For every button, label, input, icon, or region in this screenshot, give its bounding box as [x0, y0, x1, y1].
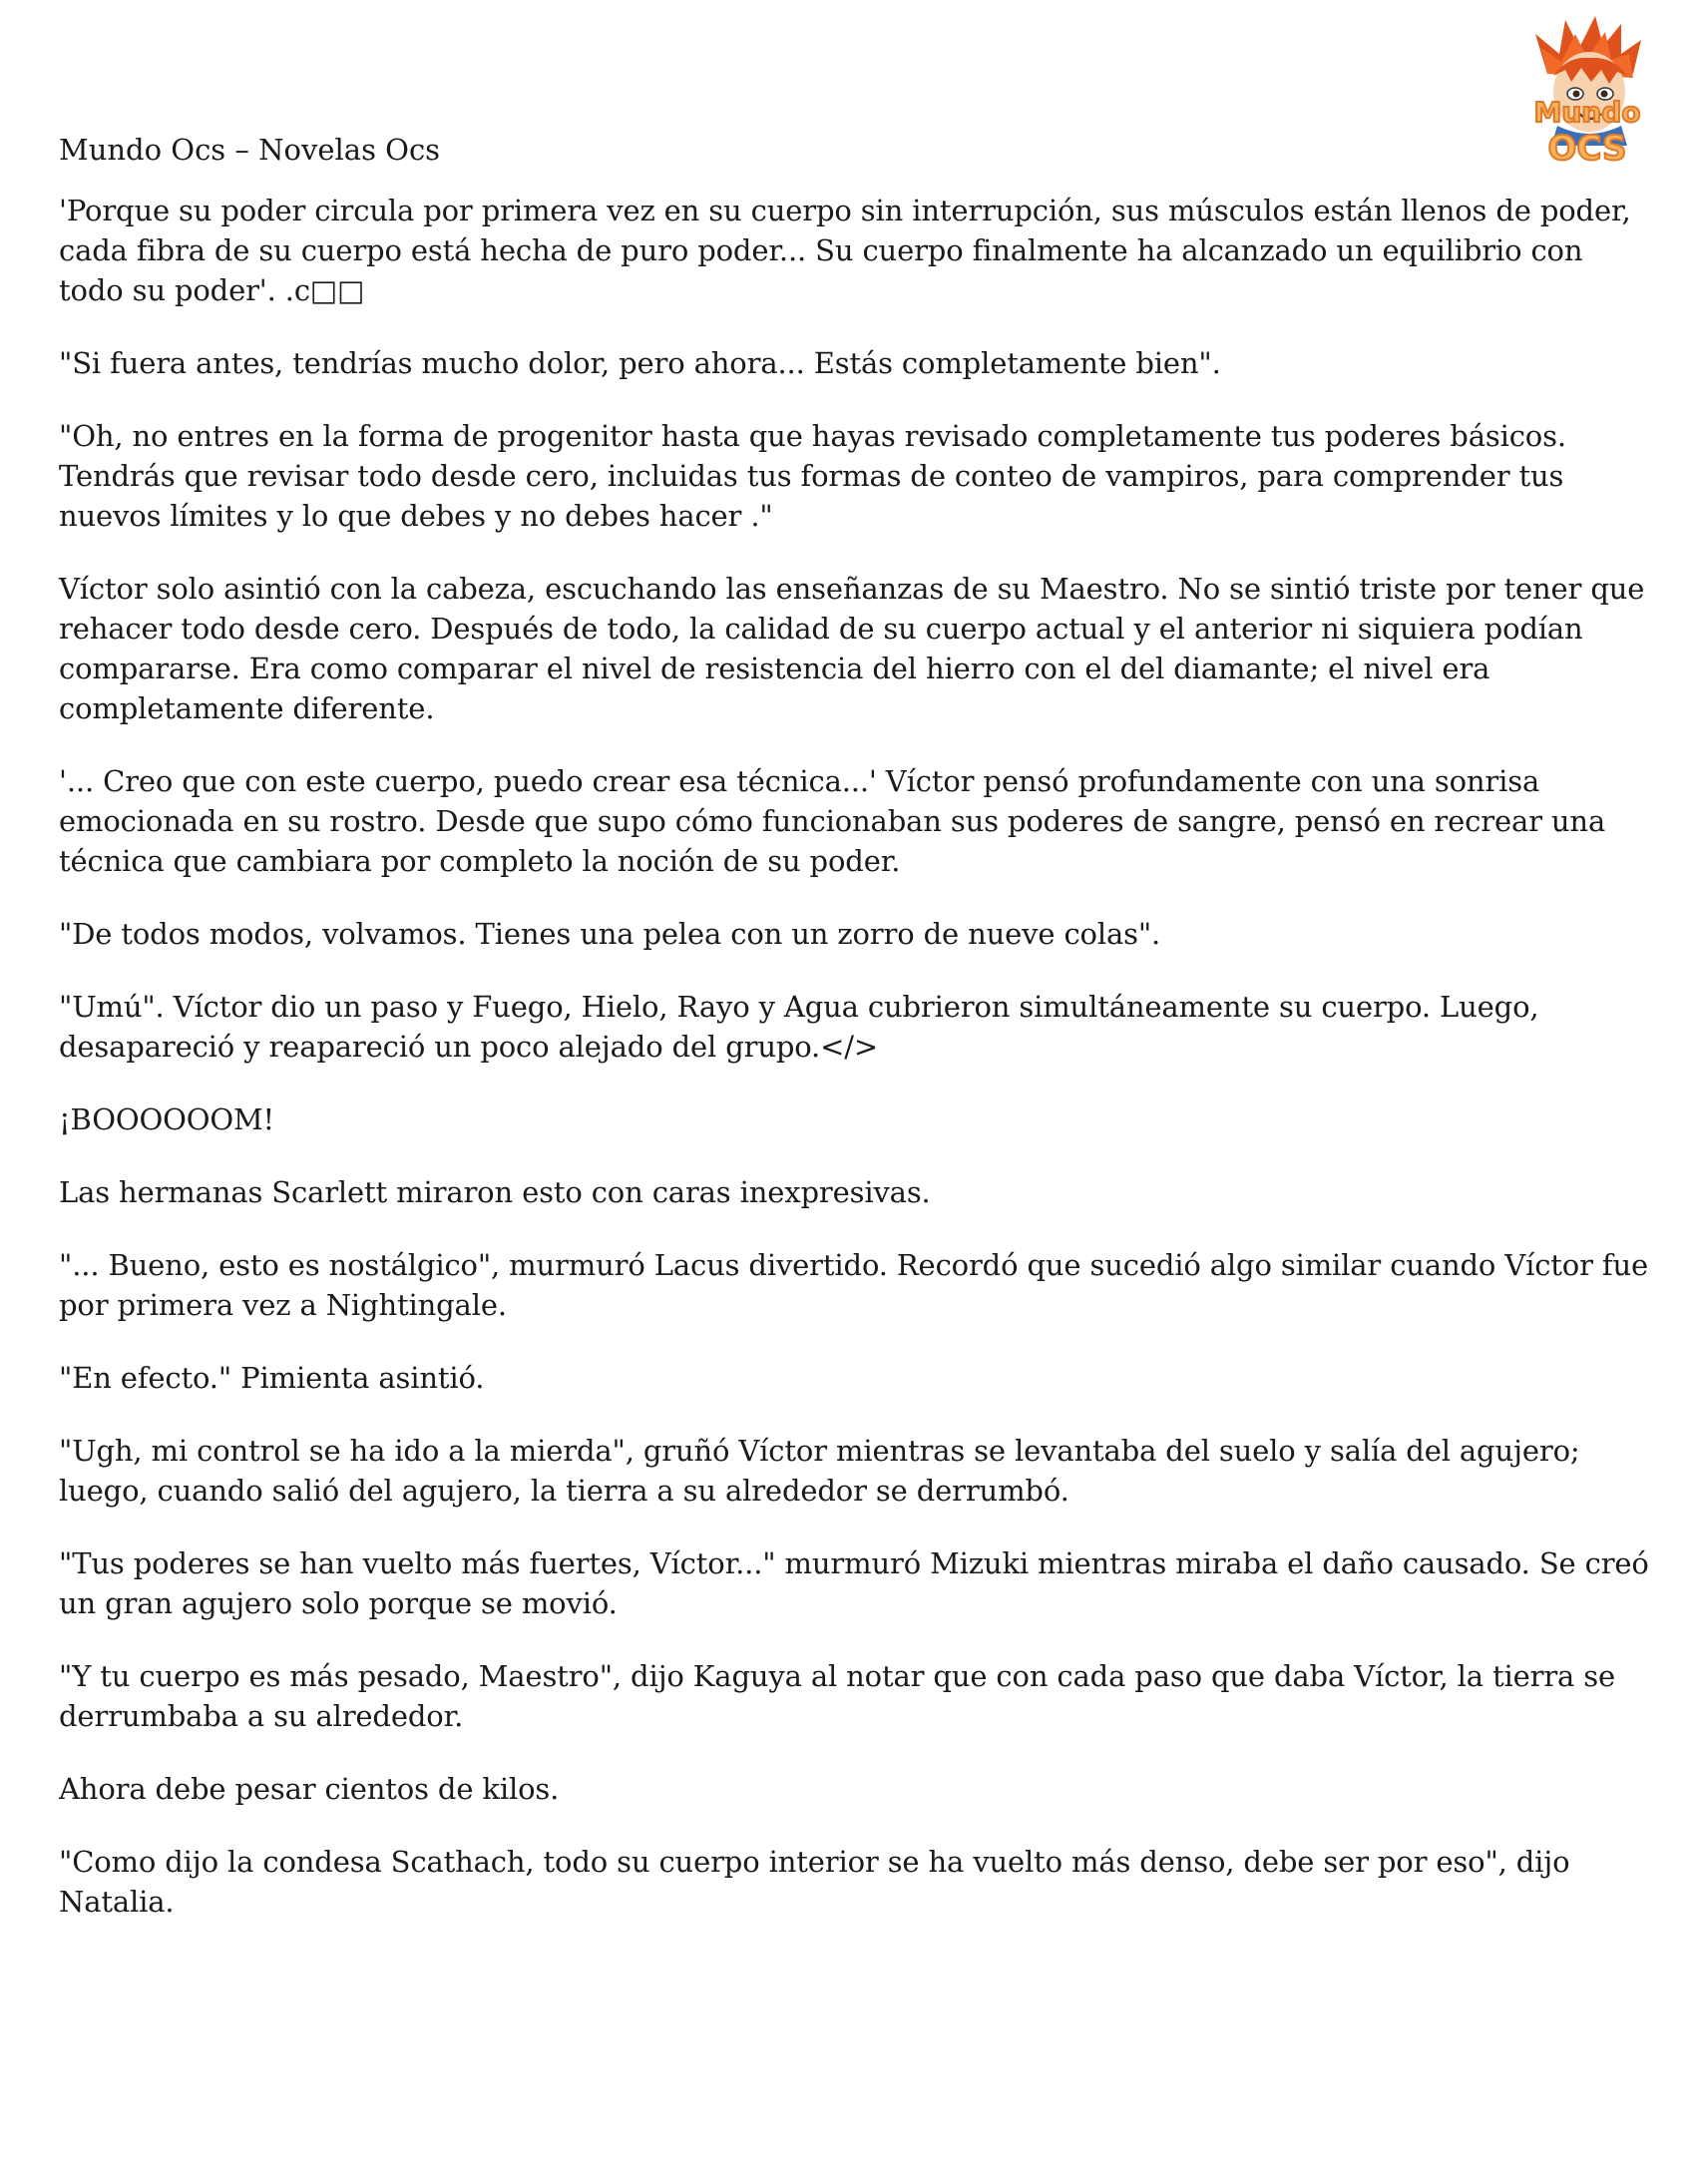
paragraph: "Como dijo la condesa Scathach, todo su cuerpo interior se ha vuelto más denso, debe ser por eso", dijo Natalia.	[59, 1845, 1570, 1919]
paragraph: ¡BOOOOOOM!	[59, 1102, 275, 1136]
paragraph: "... Bueno, esto es nostálgico", murmuró Lacus divertido. Recordó que sucedió algo similar cuando Víctor fue por primera vez a Nightingale.	[59, 1248, 1649, 1322]
paragraph: "Oh, no entres en la forma de progenitor hasta que hayas revisado completamente tus poderes básicos. Tendrás que revisar todo desde cero, incluidas tus formas de conteo de vampiros, para comprender tus nuevos límites y lo que debes y no debes hacer ."	[59, 419, 1566, 533]
site-header-title: Mundo Ocs – Novelas Ocs	[59, 133, 441, 167]
paragraph: 'Porque su poder circula por primera vez en su cuerpo sin interrupción, sus músculos están llenos de poder, cada fibra de su cuerpo está hecha de puro poder... Su cuerpo finalmente ha alcanzado un equilibrio con todo su poder'. .c□□	[59, 194, 1631, 307]
document-body	[59, 130, 1655, 1955]
svg-text:Mundo: Mundo	[1533, 96, 1641, 129]
paragraph: Víctor solo asintió con la cabeza, escuchando las enseñanzas de su Maestro. No se sintió triste por tener que rehacer todo desde cero. Después de todo, la calidad de su cuerpo actual y el anterior ni siquiera podían compararse. Era como comparar el nivel de resistencia del hierro con el del diamante; el nivel era completamente diferente.	[59, 572, 1645, 725]
paragraph: "Umú". Víctor dio un paso y Fuego, Hielo, Rayo y Agua cubrieron simultáneamente su cuerpo. Luego, desapareció y reapareció un poco alejado del grupo.</>	[59, 990, 1539, 1064]
svg-text:OCS: OCS	[1547, 129, 1627, 169]
paragraph: "Tus poderes se han vuelto más fuertes, Víctor..." murmuró Mizuki mientras miraba el daño causado. Se creó un gran agujero solo porque se movió.	[59, 1546, 1649, 1620]
paragraph: Ahora debe pesar cientos de kilos.	[59, 1772, 560, 1806]
paragraph: "Ugh, mi control se ha ido a la mierda", gruñó Víctor mientras se levantaba del suelo y salía del agujero; luego, cuando salió del agujero, la tierra a su alrededor se derrumbó.	[59, 1434, 1580, 1508]
paragraph: "De todos modos, volvamos. Tienes una pelea con un zorro de nueve colas".	[59, 917, 1161, 951]
paragraph: '... Creo que con este cuerpo, puedo crear esa técnica...' Víctor pensó profundamente con una sonrisa emocionada en su rostro. Desde que supo cómo funcionaban sus poderes de sangre, pensó en recrear una técnica que cambiara por completo la noción de su poder.	[59, 764, 1606, 878]
paragraph: Las hermanas Scarlett miraron esto con caras inexpresivas.	[59, 1175, 931, 1209]
paragraph: "Y tu cuerpo es más pesado, Maestro", dijo Kaguya al notar que con cada paso que daba Víctor, la tierra se derrumbaba a su alrededor.	[59, 1659, 1615, 1733]
paragraph: "Si fuera antes, tendrías mucho dolor, pero ahora... Estás completamente bien".	[59, 346, 1221, 380]
paragraph: "En efecto." Pimienta asintió.	[59, 1361, 485, 1395]
